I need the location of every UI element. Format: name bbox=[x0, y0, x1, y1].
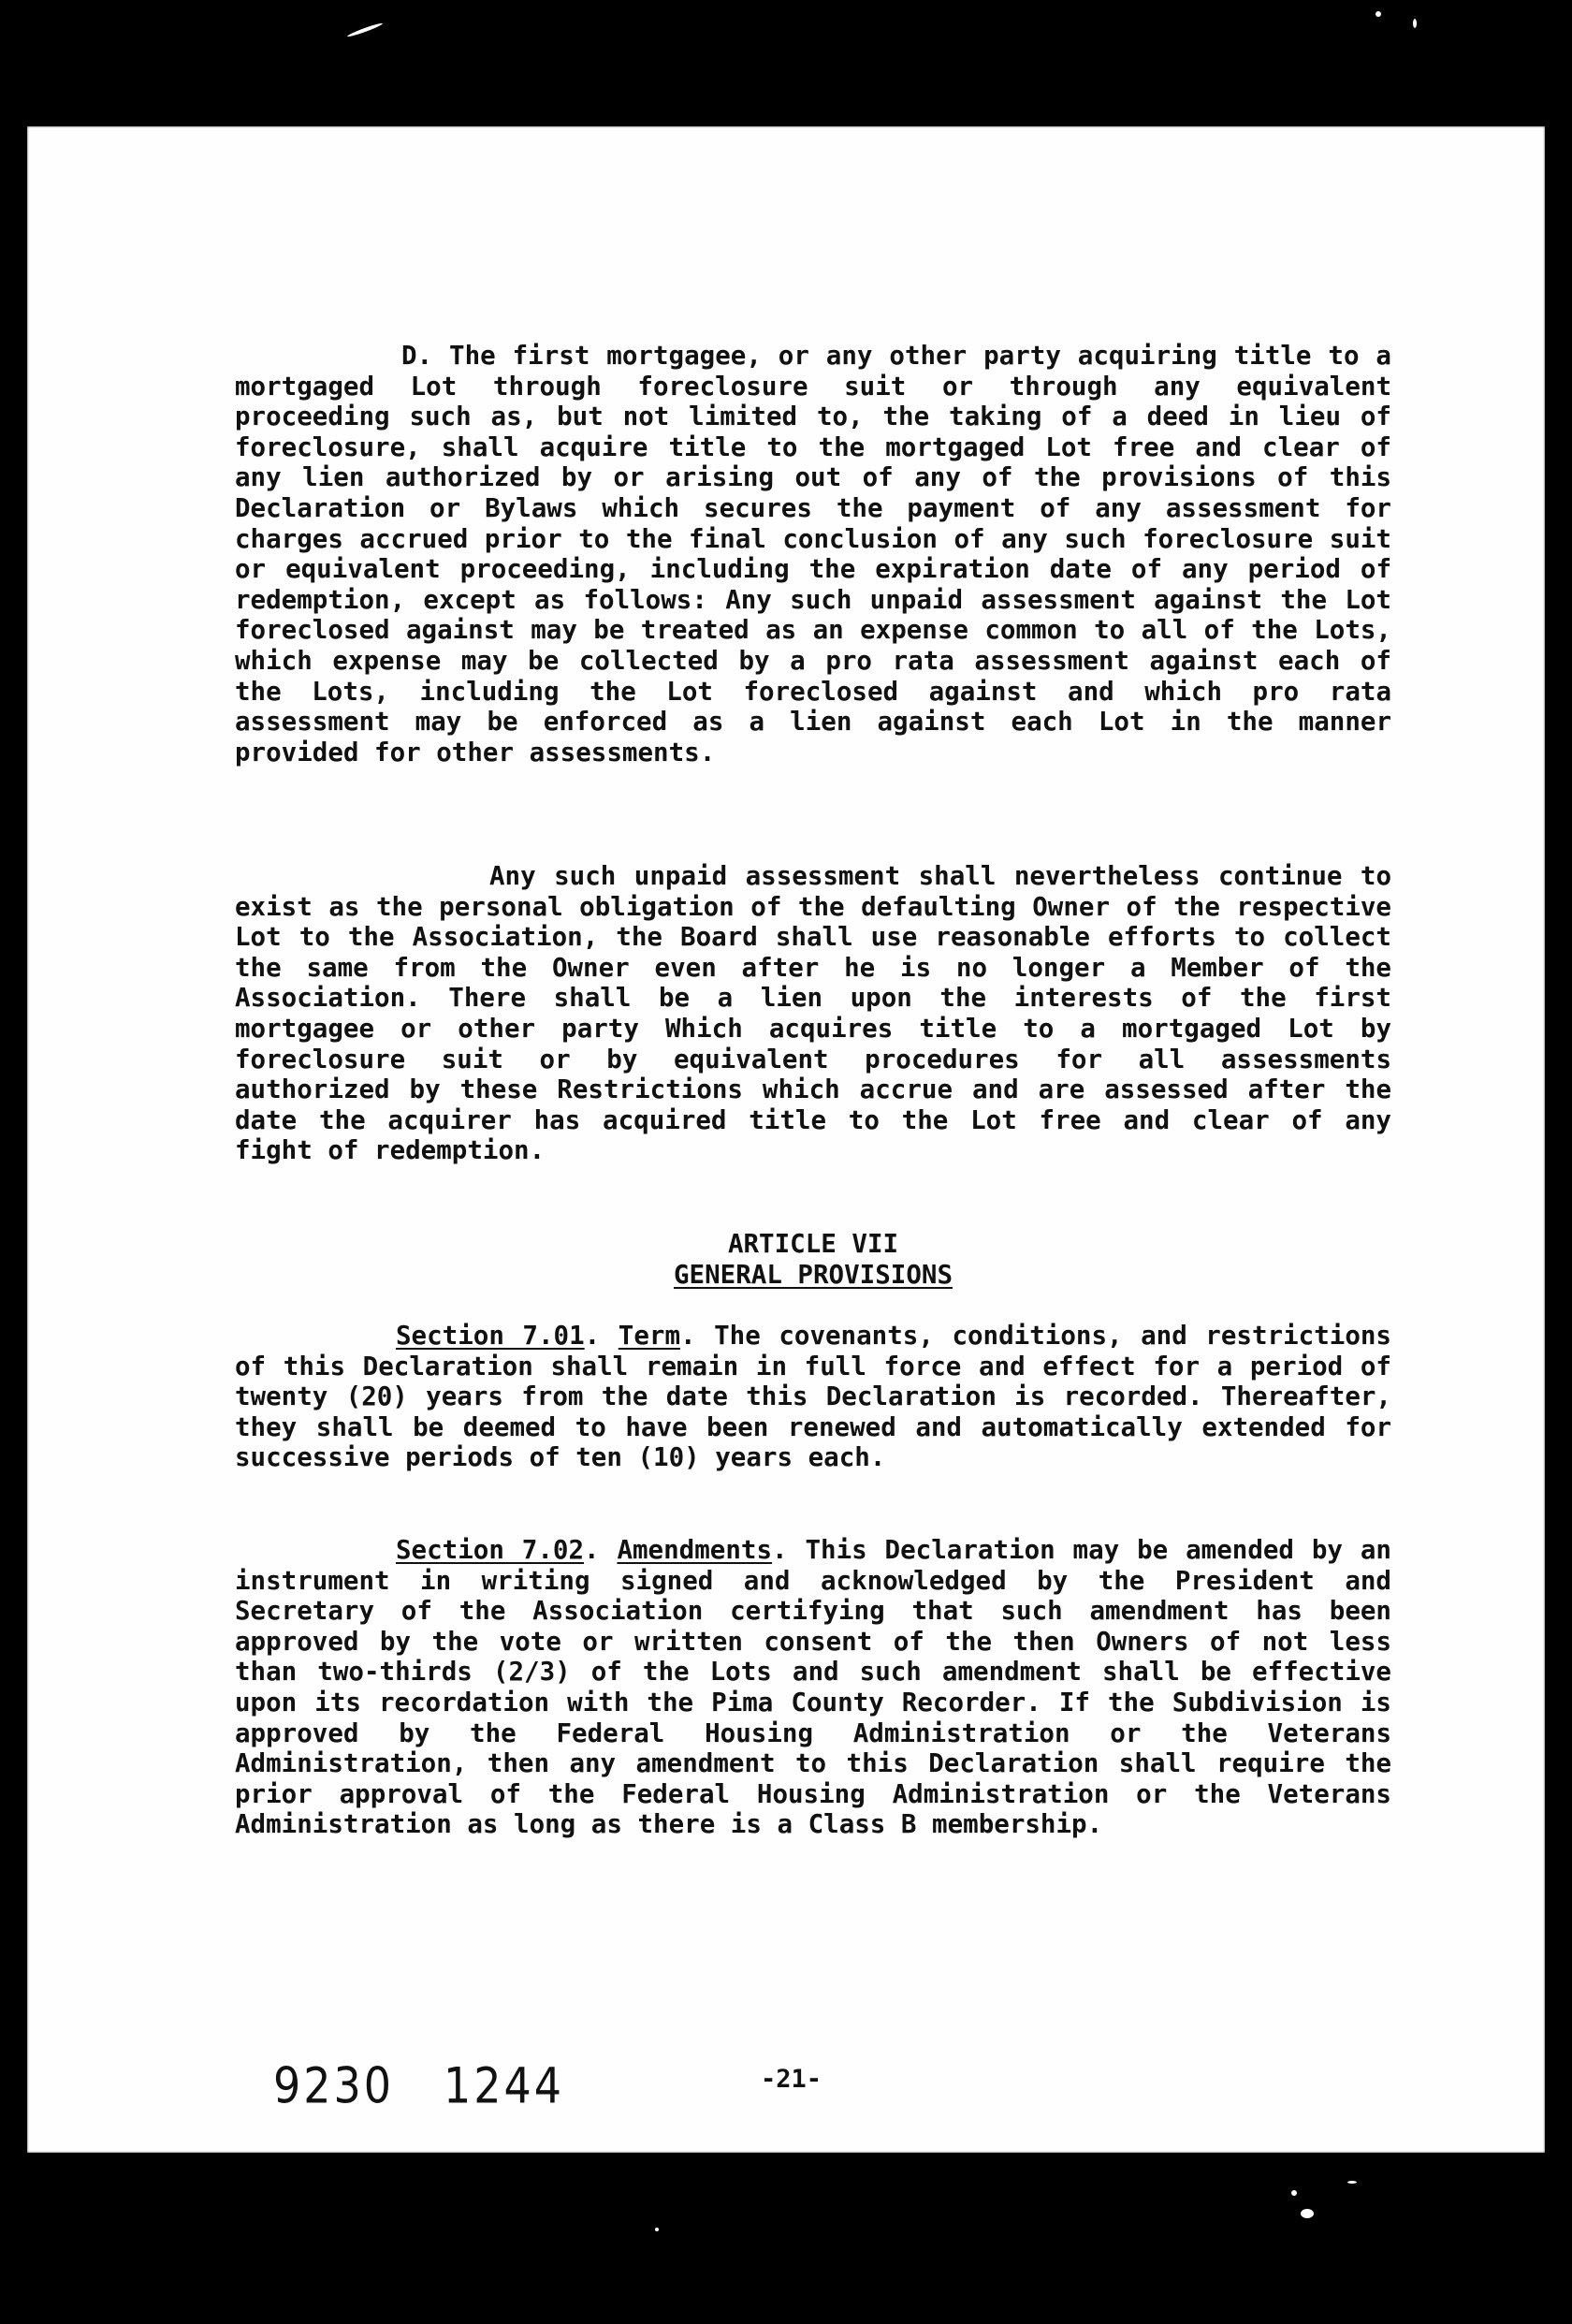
section-702: Section 7.02. Amendments. This Declaration may be amended by an instrument in writing signed and acknowledged by the President and Secretary of the Association certifying that such amendment has been approved by the vote or written consent of the then Owners of not less than two-thirds (2/3) of the Lots and such amendment shall be effective upon its recordation with the Pima County Recorder. If the Subdivision is approved by the Federal Housing Administration or the Veterans Administration, then any amendment to this Declaration shall require the prior approval of the Federal Housing Administration or the Veterans Administration as long as there is a Class B membership. bbox=[235, 1535, 1391, 1840]
section-701: Section 7.01. Term. The covenants, conditions, and restrictions of this Declaration shall remain in full force and effect for a period of twenty (20) years from the date this Declaration is recorded. Thereafter, they shall be deemed to have been renewed and automatically extended for successive periods of ten (10) years each. bbox=[235, 1321, 1391, 1473]
section-702-label: Section 7.02 bbox=[396, 1535, 584, 1565]
scan-speck bbox=[1376, 11, 1381, 17]
scan-speck bbox=[1413, 19, 1417, 28]
scan-speck bbox=[1347, 2181, 1357, 2184]
docket-number: 9230 bbox=[273, 2056, 395, 2115]
section-701-label: Section 7.01 bbox=[396, 1321, 585, 1351]
text-section-701 bbox=[235, 1321, 1391, 1473]
text-section-d bbox=[235, 341, 1391, 767]
paragraph-d: D. The first mortgagee, or any other party acquiring title to a mortgaged Lot through foreclosure suit or through any equivalent proceeding such as, but not limited to, the taking of a deed in lieu of foreclosure, shall acquire title to the mortgaged Lot free and clear of any lien authorized by or arising out of any of the provisions of this Declaration or Bylaws which secures the payment of any assessment for charges accrued prior to the final conclusion of any such foreclosure suit or equivalent proceeding, including the expiration date of any period of redemption, except as follows: Any such unpaid assessment against the Lot foreclosed against may be treated as an expense common to all of the Lots, which expense may be collected by a pro rata assessment against each of the Lots, including the Lot foreclosed against and which pro rata assessment may be enforced as a lien against each Lot in the manner provided for other assessments. bbox=[235, 341, 1391, 767]
text-section-unpaid bbox=[235, 861, 1391, 1166]
scan-speck bbox=[655, 2228, 659, 2231]
scan-speck bbox=[347, 22, 384, 37]
article-title-text: GENERAL PROVISIONS bbox=[673, 1260, 953, 1290]
scan-speck bbox=[1291, 2190, 1297, 2196]
section-702-title: Amendments bbox=[617, 1535, 773, 1565]
text-section-702 bbox=[235, 1535, 1391, 1840]
page-number: -21- bbox=[761, 2065, 822, 2094]
article-number: ARTICLE VII bbox=[727, 1229, 899, 1259]
docket-page-ref: 1244 bbox=[443, 2056, 565, 2115]
section-701-title: Term bbox=[618, 1321, 681, 1351]
article-title bbox=[235, 1260, 1391, 1291]
section-701-body: The covenants, conditions, and restrictions of this Declaration shall remain in full force and effect for a period of twenty (20) years from the date this Declaration is recorded. Thereafter, they shall be deemed to have been renewed and automatically extended for successive periods of ten (10) years each. bbox=[235, 1321, 1391, 1473]
docket-stamp bbox=[273, 2056, 564, 2114]
paragraph-unpaid-assessment: Any such unpaid assessment shall nevertheless continue to exist as the personal obligation of the defaulting Owner of the respective Lot to the Association, the Board shall use reasonable efforts to collect the same from the Owner even after he is no longer a Member of the Association. There shall be a lien upon the interests of the first mortgagee or other party Which acquires title to a mortgaged Lot by foreclosure suit or by equivalent procedures for all assessments authorized by these Restrictions which accrue and are assessed after the date the acquirer has acquired title to the Lot free and clear of any fight of redemption. bbox=[235, 861, 1391, 1166]
scan-speck bbox=[1301, 2209, 1314, 2218]
section-702-body: This Declaration may be amended by an instrument in writing signed and acknowledged by the President and Secretary of the Association certifying that such amendment has been approved by the vote or written consent of the then Owners of not less than two-thirds (2/3) of the Lots and such amendment shall be effective upon its recordation with the Pima County Recorder. If the Subdivision is approved by the Federal Housing Administration or the Veterans Administration, then any amendment to this Declaration shall require the prior approval of the Federal Housing Administration or the Veterans Administration as long as there is a Class B membership. bbox=[235, 1535, 1391, 1840]
